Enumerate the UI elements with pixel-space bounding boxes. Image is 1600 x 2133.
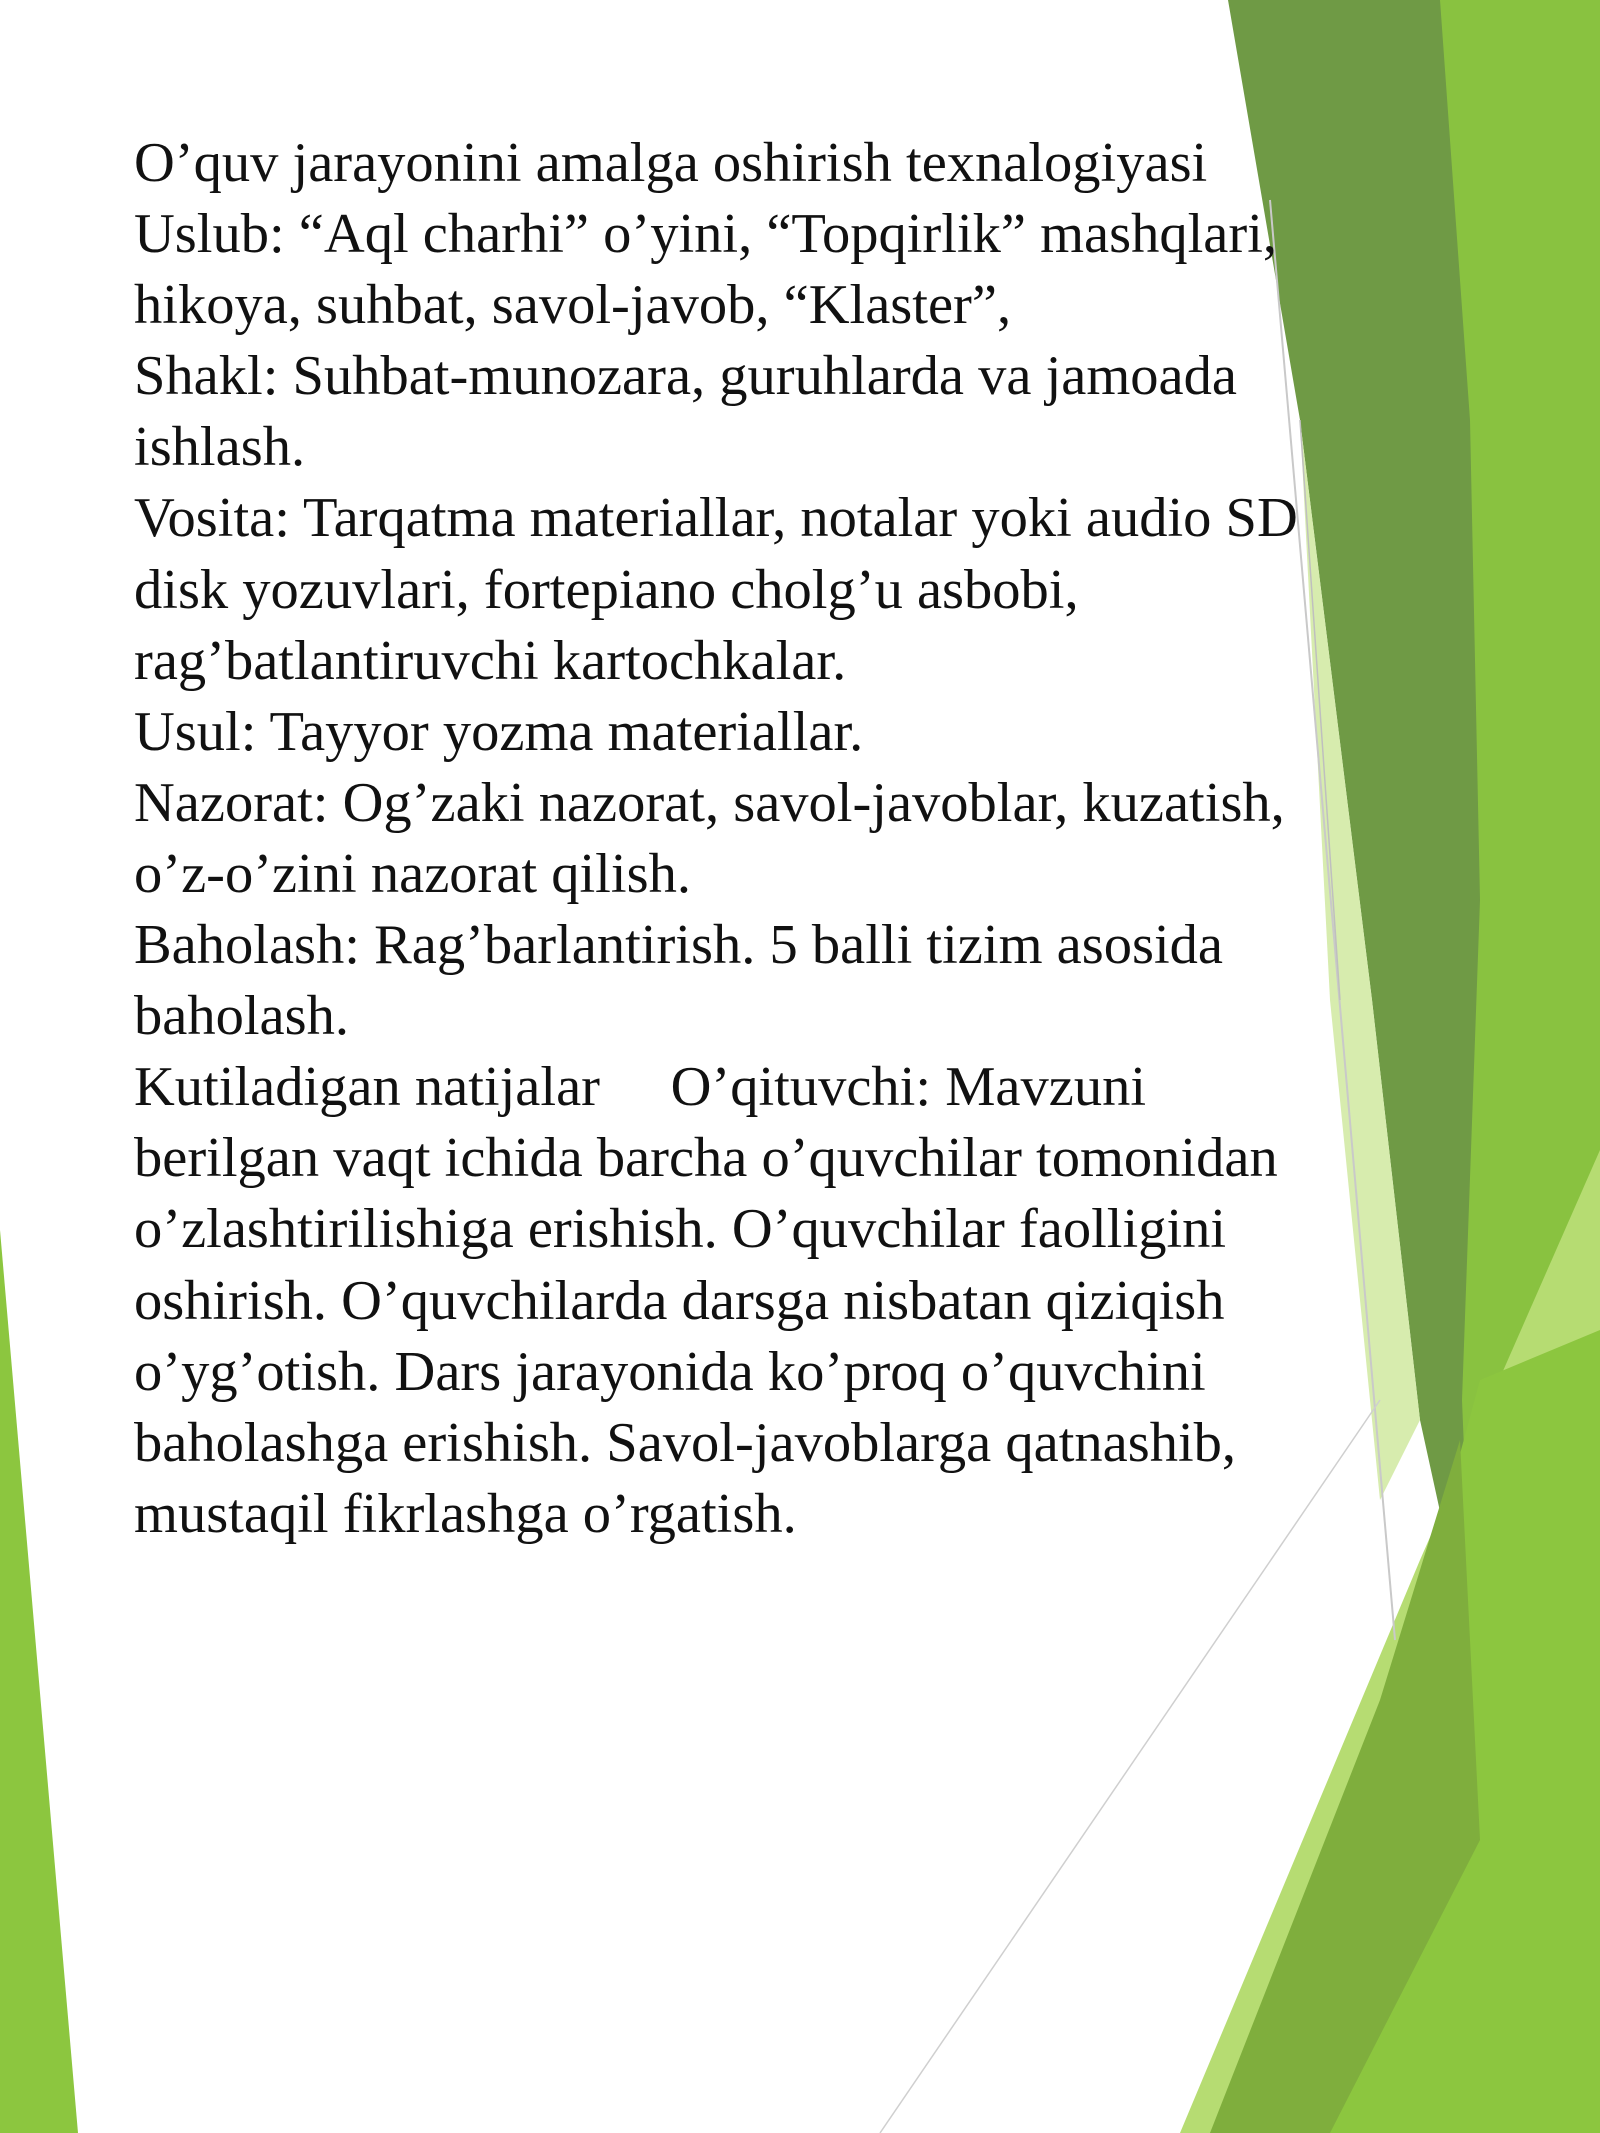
text-line: hikoya, suhbat, savol-javob, “Klaster”,	[134, 274, 1012, 337]
text-line: Baholash: Rag’barlantirish. 5 balli tizim asosida	[134, 914, 1223, 977]
text-line: berilgan vaqt ichida barcha o’quvchilar tomonidan	[134, 1127, 1278, 1190]
text-line: rag’batlantiruvchi kartochkalar.	[134, 629, 847, 692]
text-line: Uslub: “Aql charhi” o’yini, “Topqirlik” mashqlari,	[134, 203, 1278, 266]
text-line: Usul: Tayyor yozma materiallar.	[134, 700, 864, 763]
text-line: o’z-o’zini nazorat qilish.	[134, 842, 691, 905]
text-line: o’zlashtirilishiga erishish. O’quvchilar faolligini	[134, 1198, 1227, 1261]
text-line: O’quv jarayonini amalga oshirish texnalogiyasi	[134, 132, 1208, 194]
text-line: Kutiladigan natijalar O’qituvchi: Mavzuni	[134, 1056, 1147, 1119]
text-line: o’yg’otish. Dars jarayonida ko’proq o’quvchini	[134, 1340, 1206, 1403]
text-line: Shakl: Suhbat-munozara, guruhlarda va jamoada	[134, 345, 1237, 408]
text-line: oshirish. O’quvchilarda darsga nisbatan qiziqish	[134, 1269, 1225, 1332]
text-line: Vosita: Tarqatma materiallar, notalar yoki audio SD	[134, 487, 1298, 550]
left-green-sliver	[0, 1230, 78, 2133]
text-line: baholashga erishish. Savol-javoblarga qatnashib,	[134, 1411, 1237, 1474]
text-line: ishlash.	[134, 416, 306, 479]
slide-body-text	[134, 128, 1384, 1550]
text-line: baholash.	[134, 985, 349, 1048]
text-line: disk yozuvlari, fortepiano cholg’u asbobi,	[134, 558, 1079, 621]
text-line: mustaqil fikrlashga o’rgatish.	[134, 1482, 797, 1545]
text-line: Nazorat: Og’zaki nazorat, savol-javoblar, kuzatish,	[134, 771, 1285, 834]
